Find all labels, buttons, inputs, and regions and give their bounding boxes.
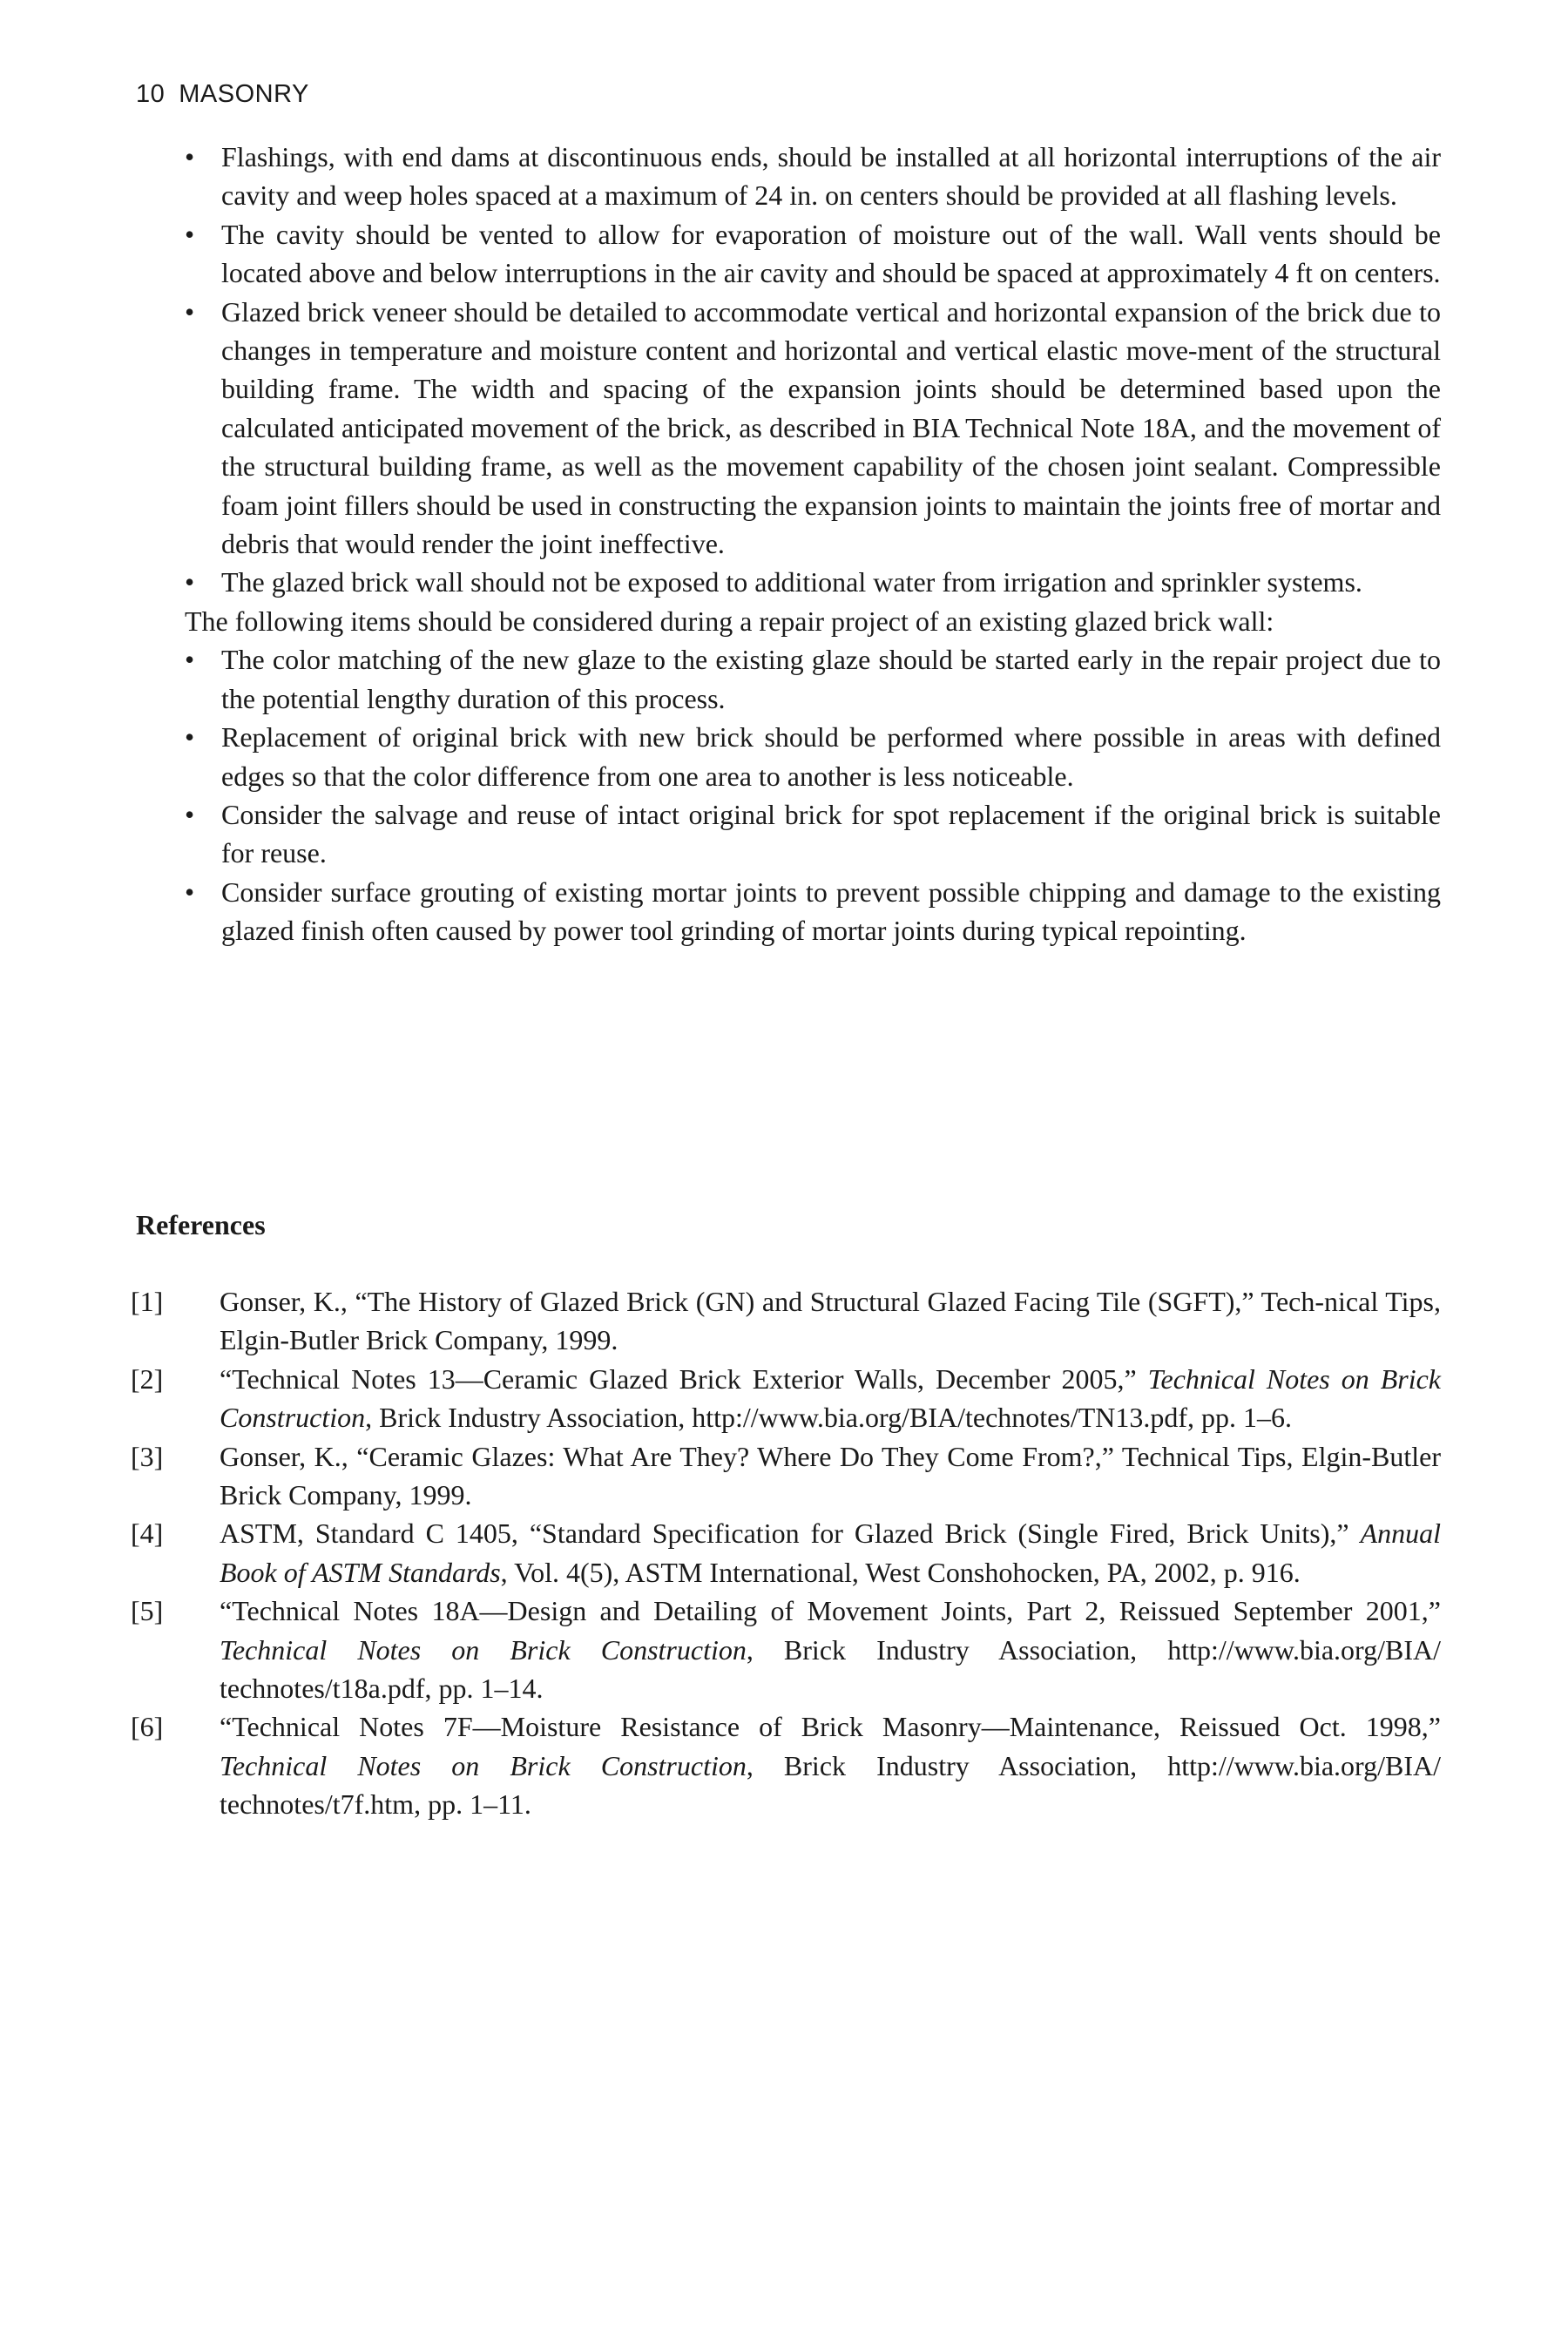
bullet-list-repair [185, 640, 1441, 950]
reference-number: [4] [131, 1517, 164, 1550]
reference-text: “Technical Notes 18A—Design and Detailing of Movement Joints, Part 2, Reissued September 2001,” [220, 1595, 1441, 1627]
section-title: MASONRY [179, 80, 309, 108]
list-item-text: The cavity should be vented to allow for evaporation of moisture out of the wall. Wall vents should be located above and below interruptions in the air cavity and should be spaced at approximately 4 ft on centers. [221, 218, 1441, 289]
reference-item [131, 1707, 1441, 1823]
list-item-text: The color matching of the new glaze to the existing glaze should be started early in the repair project due to the potential lengthy duration of this process. [221, 644, 1441, 714]
list-item [185, 873, 1441, 950]
bullet-icon: • [185, 141, 195, 172]
list-item [185, 215, 1441, 293]
reference-item [131, 1592, 1441, 1707]
list-item-text: Flashings, with end dams at discontinuous ends, should be installed at all horizontal interruptions of the air cavity and weep holes spaced at a maximum of 24 in. on centers should be provided at all flashing levels. [221, 141, 1441, 212]
bullet-icon: • [185, 875, 195, 908]
list-item-text: Consider the salvage and reuse of intact original brick for spot replacement if the original brick is suitable for reuse. [221, 798, 1441, 869]
bullet-icon: • [185, 218, 195, 250]
repair-intro-paragraph: The following items should be considered during a repair project of an existing glazed brick wall: [185, 605, 1274, 637]
bullet-icon: • [185, 798, 195, 830]
reference-text: ASTM, Standard C 1405, “Standard Specification for Glazed Brick (Single Fired, Brick Units),” [220, 1517, 1361, 1550]
reference-number: [5] [131, 1595, 164, 1627]
reference-text: “Technical Notes 13—Ceramic Glazed Brick Exterior Walls, December 2005,” [220, 1362, 1148, 1395]
bullet-icon: • [185, 721, 195, 754]
list-item [185, 718, 1441, 795]
reference-text-tail: , Brick Industry Association, http://www.bia.org/BIA/ technotes/t7f.htm, pp. 1–11. [220, 1749, 1441, 1821]
page-number: 10 [136, 80, 166, 108]
list-item [185, 640, 1441, 718]
list-item-text: Consider surface grouting of existing mortar joints to prevent possible chipping and damage to the existing glazed finish often caused by power tool grinding of mortar joints during typical repointing. [221, 875, 1441, 947]
list-item-text: Replacement of original brick with new brick should be performed where possible in areas with defined edges so that the color difference from one area to another is less noticeable. [221, 721, 1441, 792]
bullet-icon: • [185, 644, 195, 676]
reference-source-title: Annual Book of ASTM Standards [220, 1517, 1441, 1588]
references-heading: References [136, 1209, 266, 1240]
references-list [131, 1282, 1441, 1824]
list-item-text: Glazed brick veneer should be detailed to accommodate vertical and horizontal expansion of the brick due to changes in temperature and moisture content and horizontal and vertical elastic move-ment of the structural building frame. The width and spacing of the expansion joints should be determined based upon the calculated anticipated movement of the brick, as described in BIA Technical Note 18A, and the movement of the structural building frame, as well as the movement capability of the chosen joint sealant. Compressible foam joint fillers should be used in constructing the expansion joints to maintain the joints free of mortar and debris that would render the joint ineffective. [221, 295, 1441, 560]
list-item [185, 293, 1441, 564]
reference-number: [3] [131, 1440, 164, 1472]
reference-number: [2] [131, 1362, 164, 1395]
reference-text-tail: , Vol. 4(5), ASTM International, West Conshohocken, PA, 2002, p. 916. [500, 1556, 1301, 1588]
reference-text-tail: , Brick Industry Association, http://www.bia.org/BIA/ technotes/t18a.pdf, pp. 1–14. [220, 1633, 1441, 1705]
reference-text: “Technical Notes 7F—Moisture Resistance of Brick Masonry—Maintenance, Reissued Oct. 1998,” [220, 1711, 1441, 1743]
reference-text: Gonser, K., “Ceramic Glazes: What Are They? Where Do They Come From?,” Technical Tips, Elgin-Butler Brick Company, 1999. [220, 1440, 1441, 1511]
list-item-text: The glazed brick wall should not be exposed to additional water from irrigation and sprinkler systems. [221, 566, 1362, 598]
list-item [185, 795, 1441, 873]
list-item [185, 138, 1441, 215]
list-item [185, 563, 1441, 601]
reference-number: [6] [131, 1711, 164, 1743]
reference-number: [1] [131, 1286, 164, 1317]
reference-source-title: Technical Notes on Brick Construction [220, 1633, 747, 1666]
bullet-list-guidelines [185, 138, 1441, 602]
reference-source-title: Technical Notes on Brick Construction [220, 1749, 747, 1781]
running-head [136, 80, 323, 109]
reference-item [131, 1360, 1441, 1437]
reference-item [131, 1282, 1441, 1360]
reference-text: Gonser, K., “The History of Glazed Brick (GN) and Structural Glazed Facing Tile (SGFT),” Tech-nical Tips, Elgin-Butler Brick Company, 1999. [220, 1286, 1441, 1356]
bullet-icon: • [185, 295, 195, 328]
reference-text-tail: , Brick Industry Association, http://www.bia.org/BIA/technotes/TN13.pdf, pp. 1–6. [365, 1402, 1293, 1434]
reference-source-title: Technical Notes on Brick Construction [220, 1362, 1442, 1434]
reference-item [131, 1514, 1441, 1592]
reference-item [131, 1437, 1441, 1515]
bullet-icon: • [185, 566, 195, 598]
body-content [185, 138, 1441, 950]
